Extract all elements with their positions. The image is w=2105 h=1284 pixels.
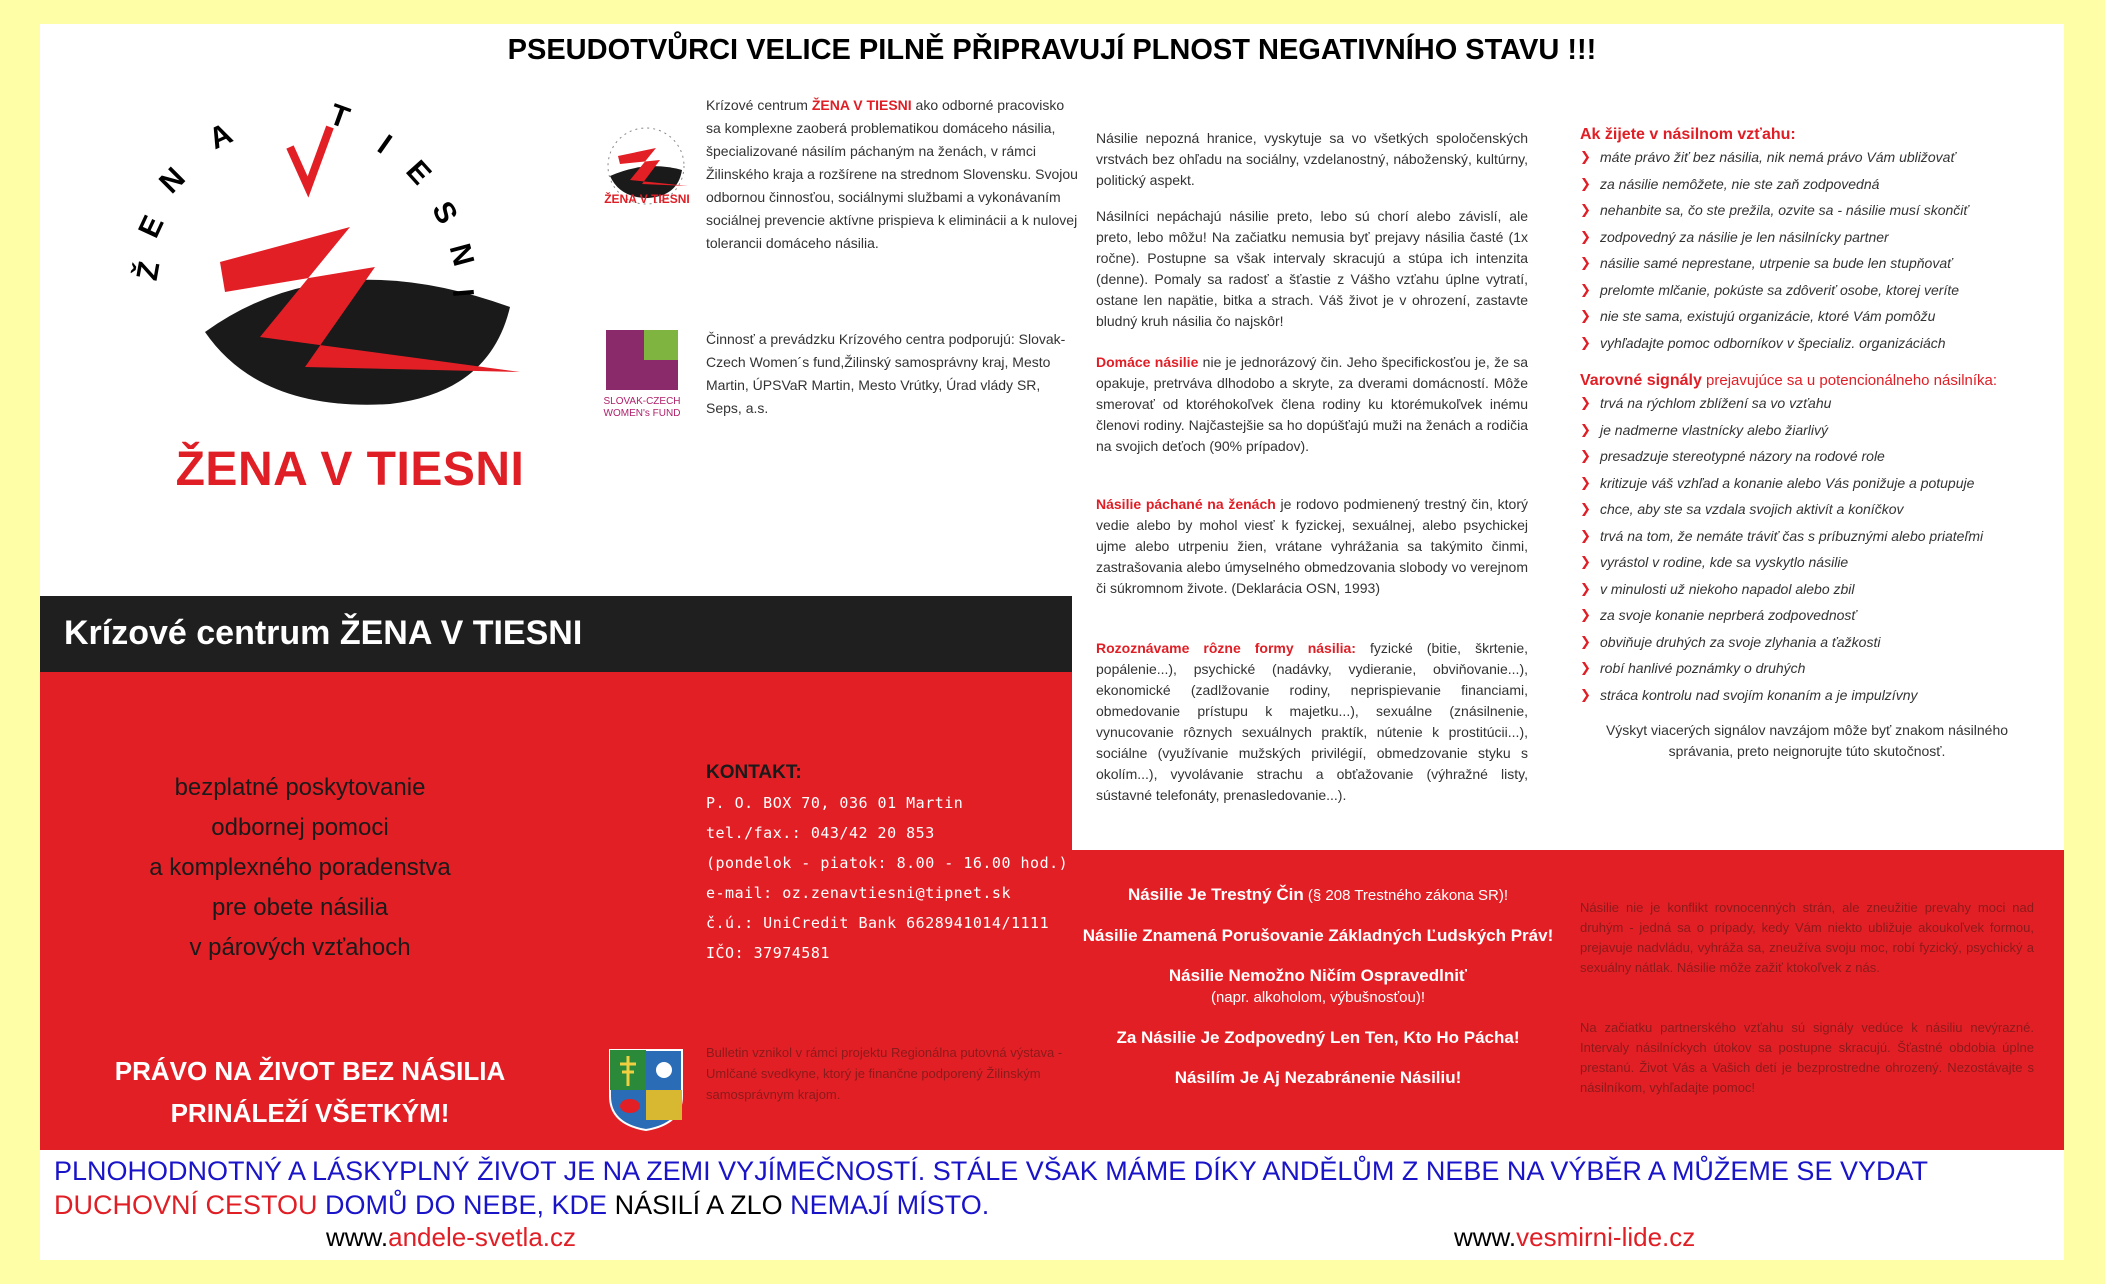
middle-p5: Rozoznávame rôzne formy násilia: fyzické (bitie, škrtenie, popálenie...), psychické (nadávky, vydieranie, obviňovanie...), ekonomické (zadlžovanie rodiny, neprispievanie financiami, obmedovanie prístupu k majetku...), sexuálne (znásilnenie, vynucovanie rôznych sexuálnych praktík, nútenie k prostitúcii...), sociálne (využívanie mužských privilégií, obmedzovanie styku s okolím...), vyvolávanie strachu a obťažovanie (výhražné listy, sústavné telefonáty, prenasledovanie...). (1096, 640, 1528, 803)
violent-relationship-list (1580, 144, 2034, 356)
middle-p3: Domáce násilie nie je jednorázový čin. Jeho špecifickosťou je, že sa opakuje, pretrváva dlhodobo a skryte, za dverami domácností. Môže smerovať od ktoréhokoľvek člena rodiny ku ktorémukoľvek inému členovi rodiny. Najčastejšie sa ho dopúšťajú muži na ženách a rodičia na svojich deťoch (90% prípadov). (1096, 354, 1528, 454)
list-item: ❯ za násilie nemôžete, nie ste zaň zodpovedná (1580, 171, 2034, 198)
womens-fund-caption: SLOVAK-CZECH WOMEN's FUND (603, 396, 681, 419)
middle-p4: Násilie páchané na ženách je rodovo podmienený trestný čin, ktorý vedie alebo by mohol viesť k fyzickej, sexuálnej, alebo psychickej ujme alebo utrpeniu žien, vrátane vyhrážania sa takýmito činmi, zastrašovania alebo úmyselného obmedzovania slobody vo verejnom či súkromnom živote. (Deklarácia OSN, 1993) (1096, 496, 1528, 596)
list-item: ❯ vyrástol v rodine, kde sa vyskytlo násilie (1580, 549, 2034, 576)
list-item: ❯ vyhľadajte pomoc odborníkov v špecializ. organizáciách (1580, 330, 2034, 357)
list-item: ❯ obviňuje druhých za svoje zlyhania a ťažkosti (1580, 629, 2034, 656)
list-item: ❯ kritizuje váš vzhľad a konanie alebo Vás ponižuje a potupuje (1580, 470, 2034, 497)
right-column (1580, 126, 2034, 762)
center-title: Krízové centrum ŽENA V TIESNI (64, 614, 583, 652)
contact-ico: IČO: 37974581 (706, 944, 830, 962)
slogan-4: Za Násilie Je Zodpovedný Len Ten, Kto Ho Pácha! (1116, 1028, 1520, 1047)
list-item: ❯ nehanbite sa, čo ste prežila, ozvite sa - násilie musí skončiť (1580, 197, 2034, 224)
list-item: ❯ za svoje konanie neprberá zodpovednosť (1580, 602, 2034, 629)
list-item: ❯ robí hanlivé poznámky o druhých (1580, 655, 2034, 682)
womens-fund-logo (606, 330, 678, 390)
slogan-2: Násilie Znamená Porušovanie Základných Ľudských Práv! (1082, 926, 1554, 945)
slogan-1: Násilie Je Trestný Čin (§ 208 Trestného zákona SR)! (1127, 885, 1509, 904)
middle-p2: Násilníci nepáchajú násilie preto, lebo sú chorí alebo závislí, ale preto, lebo môžu! Na začiatku nemusia byť prejavy násilia časté (1x ročne). Postupne sa však intervaly skracujú a stúpa ich intenzita (denne). Pomaly sa radosť a šťastie z Vášho vzťahu úplne vytratí, ostane len napätie, bitka a strach. Váš život je v ohrození, zastavte bludný kruh násilia čo najskôr! (1096, 208, 1528, 329)
list-item: ❯ trvá na rýchlom zblížení sa vo vzťahu (1580, 390, 2034, 417)
list-item: ❯ máte právo žiť bez násilia, nik nemá právo Vám ubližovať (1580, 144, 2034, 171)
link-andele-svetla[interactable]: www.andele-svetla.cz (326, 1222, 577, 1252)
bulletin-note: Bulletin vznikol v rámci projektu Regionálna putovná výstava - Umlčané svedkyne, ktorý je finančne podporený Žilinským samosprávnym krajom. (706, 1045, 1063, 1102)
bottom-message (54, 1154, 2054, 1222)
red-note-1: Násilie nie je konflikt rovnocenných strán, ale zneužitie prevahy moci nad druhým - jedná sa o prípady, kedy Vám niekto ubližuje akoukoľvek formou, prejavuje nadvládu, vyhráža sa, zneužíva svoju moc, robí fyzický, psychický a sexuálny nátlak. Násilie môže zažiť ktokoľvek z nás. (1580, 900, 2034, 975)
red-note-2: Na začiatku partnerského vzťahu sú signály vedúce k násiliu nevýrazné. Intervaly násilníckych útokov sa postupne skracujú. Šťastné obdobia úplne prestanú. Život Vás a Vašich detí je bezprostredne ohrozený. Nezostávajte s násilníkom, vyhľadajte pomoc! (1580, 1020, 2034, 1095)
signals-note: Výskyt viacerých signálov navzájom môže byť znakom násilného správania, preto neignorujte túto skutočnosť. (1605, 722, 2009, 759)
service-line: v párových vzťahoch (189, 934, 411, 961)
service-line: odbornej pomoci (211, 814, 389, 841)
contact-address: P. O. BOX 70, 036 01 Martin (706, 794, 964, 812)
link-vesmirni-lide[interactable]: www.vesmirni-lide.cz (1454, 1222, 1696, 1252)
list-item: ❯ násilie samé neprestane, utrpenie sa bude len stupňovať (1580, 250, 2034, 277)
contact-phone: tel./fax.: 043/42 20 853 (706, 824, 935, 842)
list-item: ❯ stráca kontrolu nad svojím konaním a je impulzívny (1580, 682, 2034, 709)
bottom-line-1: PLNOHODNOTNÝ A LÁSKYPLNÝ ŽIVOT JE NA ZEMI VYJÍMEČNOSTÍ. STÁLE VŠAK MÁME DÍKY ANDĚLŮM Z NEBE NA VÝBĚR A MŮŽEME SE VYDAT (54, 1156, 1928, 1186)
logo-title: ŽENA V TIESNI (175, 443, 525, 496)
list-item: ❯ nie ste sama, existujú organizácie, ktoré Vám pomôžu (1580, 303, 2034, 330)
service-line: a komplexného poradenstva (149, 854, 451, 881)
small-logo-icon (596, 104, 696, 234)
contact-hours: (pondelok - piatok: 8.00 - 16.00 hod.) (706, 854, 1069, 872)
list-item: ❯ v minulosti už niekoho napadol alebo zbil (1580, 576, 2034, 603)
contact-email[interactable]: e-mail: oz.zenavtiesni@tipnet.sk (706, 884, 1011, 902)
small-logo-caption: ŽENA V TIESNI (604, 192, 690, 206)
slogan-3: Násilie Nemožno Ničím Ospravedlniť (napr. alkoholom, výbušnosťou)! (1168, 966, 1468, 1006)
service-line: bezplatné poskytovanie (174, 774, 426, 801)
middle-p1: Násilie nepozná hranice, vyskytuje sa vo všetkých spoločenských vrstvách bez ohľadu na sociálny, vzdelanostný, náboženský, kultúrny, politický aspekt. (1096, 130, 1528, 188)
list-item: ❯ chce, aby ste sa vzdala svojich aktivít a koníčkov (1580, 496, 2034, 523)
warning-signals-heading: Varovné signály prejavujúce sa u potencionálneho násilníka: (1580, 372, 1998, 389)
bottom-line-2: DUCHOVNÍ CESTOU DOMŮ DO NEBE, KDE NÁSILÍ A ZLO NEMAJÍ MÍSTO. (54, 1190, 990, 1220)
list-item: ❯ je nadmerne vlastnícky alebo žiarlivý (1580, 417, 2034, 444)
list-item: ❯ trvá na tom, že nemáte tráviť čas s príbuznými alebo priateľmi (1580, 523, 2034, 550)
intro-text: Krízové centrum ŽENA V TIESNI ako odborné pracovisko sa komplexne zaoberá problematikou domáceho násilia, špecializované násilím páchaným na ženách, v rámci Žilinského kraja a rozšírene na strednom Slovensku. Svojou odbornou činnosťou, sociálnymi službami a vykonávaním sociálnej prevencie aktívne prispieva k eliminácii a k nulovej tolerancii domáceho násilia. (706, 97, 1078, 251)
slogan-5: Násilím Je Aj Nezabránenie Násiliu! (1174, 1068, 1462, 1087)
coat-of-arms-icon (606, 1046, 686, 1132)
list-item: ❯ presadzuje stereotypné názory na rodové role (1580, 443, 2034, 470)
list-item: ❯ zodpovedný za násilie je len násilnícky partner (1580, 224, 2034, 251)
contact-block (706, 758, 1086, 968)
service-line: pre obete násilia (211, 894, 389, 921)
contact-title: KONTAKT: (706, 762, 802, 783)
top-banner: PSEUDOTVŮRCI VELICE PILNĚ PŘIPRAVUJÍ PLNOST NEGATIVNÍHO STAVU !!! (507, 34, 1597, 66)
slogans (1080, 884, 1556, 1107)
warning-signals-list (1580, 390, 2034, 708)
contact-bank: č.ú.: UniCredit Bank 6628941014/1111 (706, 914, 1050, 932)
rights-slogan: PRÁVO NA ŽIVOT BEZ NÁSILIA PRINÁLEŽÍ VŠETKÝM! (114, 1056, 506, 1128)
list-item: ❯ prelomte mlčanie, pokúste sa zdôveriť osobe, ktorej veríte (1580, 277, 2034, 304)
support-text: Činnosť a prevádzku Krízového centra podporujú: Slovak-Czech Women´s fund,Žilinský samosprávny kraj, Mesto Martin, ÚPSVaR Martin, Mesto Vrútky, Úrad vlády SR, Seps, a.s. (706, 331, 1066, 416)
violent-relationship-heading: Ak žijete v násilnom vzťahu: (1580, 126, 1796, 143)
flyer-sheet: PSEUDOTVŮRCI VELICE PILNĚ PŘIPRAVUJÍ PLNOST NEGATIVNÍHO STAVU !!! Ž E N A T I E S N I ŽENA V TIESNI ŽENA V TIESNI Krízové centrum ŽENA V TIESNI ako odborné pracovisko sa komplexne zaoberá problematikou domáceho násilia, špecializované násilím páchaným na ženách, v rámci Žilinského kraja a rozšírene na strednom Slovensku. Svojou odbornou činnosťou, sociálnymi službami a vykonávaním sociálnej prevencie aktívne prispieva k eliminácii a k nulovej tolerancii domáceho násilia. SLOVAK-CZECH WOMEN's FUND Činnosť a prevádzku Krízového centra podporujú: Slovak-Czech Women´s fund,Žilinský samosprávny kraj, Mesto Martin, ÚPSVaR Martin, Mesto Vrútky, Úrad vlády SR, Seps, a.s. Násilie nepozná hranice, vyskytuje sa vo všetkých spoločenských vrstvách bez ohľadu na sociálny, vzdelanostný, náboženský, kultúrny, politický aspekt. Násilníci nepáchajú násilie preto, lebo sú chorí alebo závislí, ale preto, lebo môžu! Na začiatku nemusia byť prejavy násilia časté (1x ročne). Postupne sa však intervaly skracujú a stúpa ich intenzita (denne). Pomaly sa radosť a šťastie z Vášho vzťahu úplne vytratí, ostane len napätie, bitka a strach. Váš život je v ohrození, zastavte bludný kruh násilia čo najskôr! Domáce násilie nie je jednorázový čin. Jeho špecifickosťou je, že sa opakuje, pretrváva dlhodobo a skryte, za dverami domácností. Môže smerovať od ktoréhokoľvek člena rodiny ku ktorémukoľvek inému členovi rodiny. Najčastejšie sa ho dopúšťajú muži na ženách a rodičia na svojich deťoch (90% prípadov). Násilie páchané na ženách je rodovo podmienený trestný čin, ktorý vedie alebo by mohol viesť k fyzickej, sexuálnej, alebo psychickej ujme alebo utrpeniu žien, vrátane vyhrážania sa takýmito činmi, zastrašovania alebo úmyselného obmedzovania slobody vo verejnom či súkromnom živote. (Deklarácia OSN, 1993) Rozoznávame rôzne formy násilia: fyzické (bitie, škrtenie, popálenie...), psychické (nadávky, vydieranie, obviňovanie...), ekonomické (zadlžovanie rodiny, neprispievanie financiami, obmedovanie prístupu k majetku...), sexuálne (znásilnenie, vynucovanie rôznych sexuálnych praktík, nútenie k prostitúcii...), sociálne (využívanie mužských privilégií, obmedzovanie styku s okolím...), vyvolávanie strachu a obťažovanie (výhražné listy, sústavné telefonáty, prenasledovanie...). Ak žijete v násilnom vzťahu: ❯ máte právo žiť bez násilia, nik nemá právo Vám ubližovať ❯ za násilie nemôžete, nie ste zaň zodpovedná ❯ nehanbite sa, čo ste prežila, ozvite sa - násilie musí skončiť ❯ zodpovedný za násilie je len násilnícky partner ❯ násilie samé neprestane, utrpenie sa bude len stupňovať ❯ prelomte mlčanie, pokúste sa zdôveriť osobe, ktorej veríte ❯ nie ste sama, existujú organizácie, ktoré Vám pomôžu ❯ vyhľadajte pomoc odborníkov v špecializ. organizáciách Varovné signály prejavujúce sa u potencionálneho násilníka: ❯ trvá na rýchlom zblížení sa vo vzťahu ❯ je nadmerne vlastnícky alebo žiarlivý ❯ presadzuje stereotypné názory na rodové role ❯ kritizuje váš vzhľad a konanie alebo Vás ponižuje a potupuje ❯ chce, aby ste sa vzdala svojich aktivít a koníčkov ❯ trvá na tom, že nemáte tráviť čas s príbuznými alebo priateľmi ❯ vyrástol v rodine, kde sa vyskytlo násilie ❯ v minulosti už niekoho napadol alebo zbil ❯ za svoje konanie neprberá zodpovednosť ❯ obviňuje druhých za svoje zlyhania a ťažkosti ❯ robí hanlivé poznámky o druhých ❯ stráca kontrolu nad svojím konaním a je impulzívny Výskyt viacerých signálov navzájom môže byť znakom násilného správania, preto neignorujte túto skutočnosť. Krízové centrum ŽENA V TIESNI bezplatné poskytovanie odbornej pomoci a komplexného poradenstva pre obete násilia v párových vzťahoch PRÁVO NA ŽIVOT BEZ NÁSILIA PRINÁLEŽÍ VŠETKÝM! KONTAKT: P. O. BOX 70, 036 01 Martin tel./fax.: 043/42 20 853 (pondelok - piatok: 8.00 - 16.00 hod.) e-mail: oz.zenavtiesni@tipnet.sk č.ú.: UniCredit Bank 6628941014/1111 IČO: 37974581 Bulletin vznikol v rámci projektu Regionálna putovná výstava - Umlčané svedkyne, ktorý je finančne podporený Žilinským samosprávnym krajom. Násilie Je Trestný Čin (§ 208 Trestného zákona SR)! Násilie Znamená Porušovanie Základných Ľudských Práv! Násilie Nemožno Ničím Ospravedlniť (napr. alkoholom, výbušnosťou)! Za Násilie Je Zodpovedný Len Ten, Kto Ho Pácha! Násilím Je Aj Nezabránenie Násiliu! Násilie nie je konflikt rovnocenných strán, ale zneužitie prevahy moci nad druhým - jedná sa o prípady, kedy Vám niekto ubližuje akoukoľvek formou, prejavuje nadvládu, vyhráža sa, zneužíva svoju moc, robí fyzický, psychický a sexuálny nátlak. Násilie môže zažiť ktokoľvek z nás. Na začiatku partnerského vzťahu sú signály vedúce k násiliu nevýrazné. Intervaly násilníckych útokov sa postupne skracujú. Šťastné obdobia úplne prestanú. Život Vás a Vašich detí je bezprostredne ohrozený. Nezostávajte s násilníkom, vyhľadajte pomoc! PLNOHODNOTNÝ A LÁSKYPLNÝ ŽIVOT JE NA ZEMI VYJÍMEČNOSTÍ. STÁLE VŠAK MÁME DÍKY ANDĚLŮM Z NEBE NA VÝBĚR A MŮŽEME SE VYDAT DUCHOVNÍ CESTOU DOMŮ DO NEBE, KDE NÁSILÍ A ZLO NEMAJÍ MÍSTO. www.andele-svetla.cz www.vesmirni-lide.cz (40, 24, 2064, 1260)
zena-v-tiesni-logo (130, 92, 560, 432)
services-text (100, 768, 500, 968)
